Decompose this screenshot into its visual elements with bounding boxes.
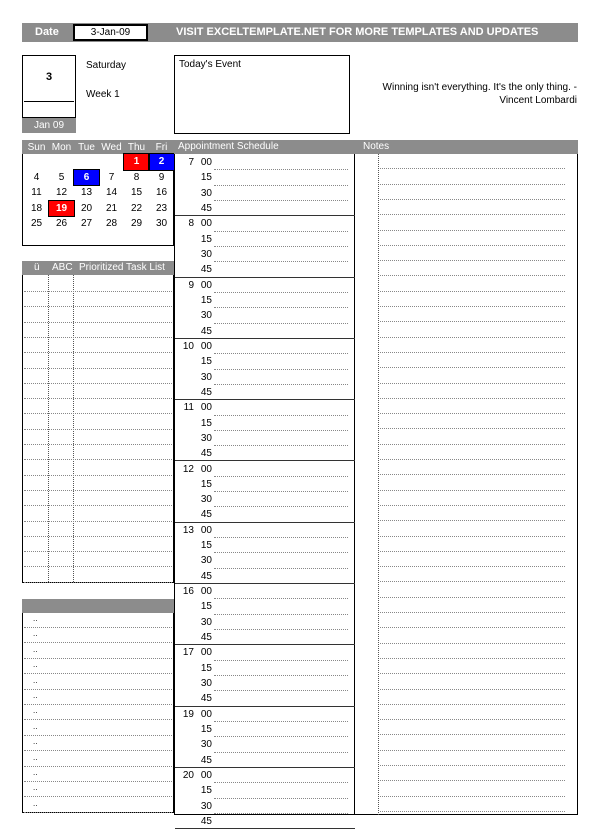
- appointment-slot-line[interactable]: [214, 614, 348, 615]
- appointment-slot-line[interactable]: [214, 384, 348, 385]
- appointment-minute: 15: [200, 724, 212, 735]
- calendar-day[interactable]: 23: [155, 202, 168, 214]
- notes-row-line[interactable]: [380, 536, 565, 537]
- appointment-minute: 00: [200, 218, 212, 230]
- bullet-row-line[interactable]: [24, 704, 172, 705]
- bullet-mark: ..: [33, 614, 38, 623]
- notes-row-line[interactable]: [380, 551, 565, 552]
- appointment-hour: 12: [182, 463, 194, 475]
- bullet-row-line[interactable]: [24, 812, 172, 813]
- appointment-hour: 11: [183, 402, 194, 414]
- week-label: Week 1: [86, 89, 120, 100]
- calendar-day[interactable]: 7: [108, 171, 115, 183]
- appointment-minute: 30: [200, 678, 212, 689]
- appointment-slot-line[interactable]: [214, 552, 348, 553]
- notes-row-line[interactable]: [380, 658, 565, 659]
- bullet-row-line[interactable]: [24, 642, 172, 643]
- calendar-day[interactable]: [24, 154, 49, 170]
- calendar-day[interactable]: 20: [80, 202, 93, 214]
- month-label: Jan 09: [33, 120, 65, 131]
- appointment-slot-line[interactable]: [214, 261, 348, 262]
- task-list-header: [22, 261, 174, 275]
- appointment-minute: 00: [200, 402, 212, 414]
- calendar-day[interactable]: 12: [55, 187, 68, 199]
- task-row-line[interactable]: [24, 475, 172, 476]
- notes-row-line[interactable]: [380, 765, 565, 766]
- appointment-slot-line[interactable]: [175, 522, 355, 523]
- notes-row-line[interactable]: [380, 367, 565, 368]
- notes-row-line[interactable]: [380, 214, 565, 215]
- calendar-weekday-header: Wed: [101, 141, 122, 153]
- appointment-hour: 20: [182, 770, 194, 781]
- appointment-hour: 7: [188, 157, 194, 168]
- task-row-line[interactable]: [24, 444, 172, 445]
- calendar-day[interactable]: [74, 154, 99, 170]
- appointment-minute: 45: [200, 448, 212, 460]
- task-row-line[interactable]: [24, 337, 172, 338]
- appointment-minute: 45: [200, 386, 212, 398]
- appointment-slot-line[interactable]: [214, 430, 348, 431]
- appointment-slot-line[interactable]: [175, 644, 355, 645]
- calendar-day[interactable]: 29: [130, 218, 143, 230]
- notes-row-line[interactable]: [380, 474, 565, 475]
- task-list-title: Prioritized Task List: [79, 262, 165, 273]
- notes-row-line[interactable]: [380, 505, 565, 506]
- notes-row-line[interactable]: [380, 689, 565, 690]
- notes-row-line[interactable]: [380, 444, 565, 445]
- bullet-mark: ..: [33, 629, 38, 639]
- calendar-day[interactable]: 22: [130, 202, 143, 214]
- task-abc-col: ABC: [52, 262, 73, 273]
- quote-line-2: Vincent Lombardi: [499, 95, 577, 106]
- notes-row-line[interactable]: [380, 627, 565, 628]
- task-row-line[interactable]: [24, 368, 172, 369]
- appointment-hour: 13: [182, 524, 194, 536]
- day-number: 3: [45, 71, 53, 83]
- notes-row-line[interactable]: [380, 566, 565, 567]
- appointment-slot-line[interactable]: [214, 307, 348, 308]
- bullet-mark: ..: [33, 783, 38, 793]
- calendar-day[interactable]: 26: [55, 218, 68, 230]
- calendar-day[interactable]: 9: [158, 171, 165, 183]
- appointment-slot-line[interactable]: [214, 292, 348, 293]
- bullet-row-line[interactable]: [24, 673, 172, 674]
- bullet-row-line[interactable]: [24, 796, 172, 797]
- appointment-minute: 45: [200, 264, 212, 276]
- day-box: [22, 55, 76, 118]
- notes-row-line[interactable]: [380, 352, 565, 353]
- bullet-row-line[interactable]: [24, 781, 172, 782]
- appointment-minute: 45: [200, 693, 212, 705]
- calendar-day[interactable]: 19: [49, 201, 74, 217]
- appointment-slot-line[interactable]: [175, 215, 355, 216]
- notes-row-line[interactable]: [380, 398, 565, 399]
- calendar-day[interactable]: 1: [124, 154, 149, 170]
- calendar-day[interactable]: 14: [105, 187, 118, 199]
- weekday-label: Saturday: [86, 60, 127, 71]
- appointment-slot-line[interactable]: [175, 583, 355, 584]
- appointment-slot-line[interactable]: [175, 828, 355, 829]
- appointment-slot-line[interactable]: [214, 200, 348, 201]
- bullet-row-line[interactable]: [24, 658, 172, 659]
- notes-row-line[interactable]: [380, 459, 565, 460]
- task-row-line[interactable]: [24, 536, 172, 537]
- notes-row-line[interactable]: [380, 780, 565, 781]
- calendar-weekday-header: Mon: [51, 141, 72, 153]
- notes-row-line[interactable]: [380, 245, 565, 246]
- appointment-slot-line[interactable]: [175, 706, 355, 707]
- appointment-slot-line[interactable]: [214, 476, 348, 477]
- task-row-line[interactable]: [24, 383, 172, 384]
- appointment-minute: 30: [200, 371, 212, 383]
- calendar-day[interactable]: 21: [105, 202, 118, 214]
- notes-row-line[interactable]: [380, 428, 565, 429]
- calendar-day[interactable]: 27: [80, 218, 93, 230]
- task-row-line[interactable]: [24, 521, 172, 522]
- calendar-weekday-header: Tue: [78, 141, 95, 153]
- appointment-minute: 00: [200, 647, 212, 659]
- notes-row-line[interactable]: [380, 796, 565, 797]
- notes-row-line[interactable]: [380, 321, 565, 322]
- calendar-day[interactable]: 8: [133, 171, 140, 183]
- calendar-day[interactable]: 18: [30, 202, 43, 214]
- notes-row-line[interactable]: [380, 673, 565, 674]
- notes-row-line[interactable]: [380, 612, 565, 613]
- calendar-day[interactable]: 30: [155, 218, 168, 230]
- calendar-day[interactable]: 25: [30, 218, 43, 230]
- todays-event-title: Today's Event: [179, 59, 241, 70]
- date-label: Date: [35, 26, 59, 38]
- appointment-slot-line[interactable]: [214, 353, 348, 354]
- appointment-slot-line[interactable]: [214, 629, 348, 630]
- notes-row-line[interactable]: [380, 643, 565, 644]
- calendar-day[interactable]: 11: [31, 187, 42, 199]
- bullet-mark: ..: [33, 660, 38, 670]
- task-row-line[interactable]: [24, 429, 172, 430]
- bullet-row-line[interactable]: [24, 719, 172, 720]
- appointment-minute: 15: [200, 601, 212, 613]
- appointment-slot-line[interactable]: [175, 767, 355, 768]
- bullet-row-line[interactable]: [24, 750, 172, 751]
- appointment-minute: 15: [200, 172, 212, 184]
- appointment-minute: 15: [200, 540, 212, 552]
- appointment-hour: 10: [182, 340, 194, 352]
- appointment-slot-line[interactable]: [214, 568, 348, 569]
- appointment-title: Appointment Schedule: [178, 141, 279, 152]
- task-row-line[interactable]: [24, 582, 172, 583]
- task-row-line[interactable]: [24, 398, 172, 399]
- task-row-line[interactable]: [24, 413, 172, 414]
- appointment-minute: 45: [200, 202, 212, 214]
- bullet-mark: ..: [33, 644, 38, 654]
- appointment-slot-line[interactable]: [175, 399, 355, 400]
- appointment-slot-line[interactable]: [214, 169, 348, 170]
- notes-row-line[interactable]: [380, 597, 565, 598]
- appointment-slot-line[interactable]: [214, 415, 348, 416]
- appointment-slot-line[interactable]: [214, 660, 348, 661]
- appointment-slot-line[interactable]: [214, 813, 348, 814]
- day-box-divider: [24, 101, 74, 102]
- notes-row-line[interactable]: [380, 230, 565, 231]
- task-row-line[interactable]: [24, 551, 172, 552]
- bullet-mark: ..: [33, 798, 38, 808]
- calendar-weekday-header: Fri: [155, 141, 168, 153]
- notes-row-line[interactable]: [380, 490, 565, 491]
- appointment-slot-line[interactable]: [214, 323, 348, 324]
- appointment-hour: 16: [182, 586, 194, 598]
- task-row-line[interactable]: [24, 352, 172, 353]
- appointment-slot-line[interactable]: [214, 675, 348, 676]
- appointment-minute: 30: [200, 187, 212, 199]
- notes-row-line[interactable]: [380, 291, 565, 292]
- bullet-mark: ..: [33, 752, 38, 762]
- appointment-minute: 00: [200, 524, 212, 536]
- appointment-minute: 30: [200, 739, 212, 751]
- notes-row-line[interactable]: [380, 581, 565, 582]
- bullet-mark: ..: [33, 721, 38, 731]
- notes-row-line[interactable]: [380, 168, 565, 169]
- appointment-minute: 30: [200, 310, 212, 322]
- appointment-minute: 15: [200, 294, 212, 306]
- appointment-slot-line[interactable]: [214, 246, 348, 247]
- appointment-hour: 19: [182, 708, 194, 720]
- calendar-weekday-header: Thu: [127, 141, 146, 153]
- date-value: 3-Jan-09: [90, 27, 131, 38]
- appointment-slot-line[interactable]: [214, 782, 348, 783]
- notes-row-line[interactable]: [380, 520, 565, 521]
- notes-row-line[interactable]: [380, 734, 565, 735]
- appointment-slot-line[interactable]: [214, 537, 348, 538]
- task-list: [22, 261, 174, 583]
- appointment-slot-line[interactable]: [214, 690, 348, 691]
- notes-border: [355, 154, 578, 815]
- appointment-minute: 30: [200, 555, 212, 567]
- notes-header: [355, 140, 578, 154]
- bullet-mark: ..: [33, 737, 38, 747]
- appointment-minute: 30: [200, 494, 212, 506]
- calendar-day[interactable]: [49, 154, 74, 170]
- task-row-line[interactable]: [24, 459, 172, 460]
- bullet-mark: ..: [33, 706, 38, 716]
- appointment-minute: 45: [200, 754, 212, 766]
- appointment-minute: 45: [200, 815, 212, 827]
- date-field[interactable]: [73, 24, 148, 41]
- appointment-minute: 00: [200, 770, 212, 781]
- appointment-minute: 15: [200, 417, 212, 429]
- notes-row-line[interactable]: [380, 199, 565, 200]
- appointment-minute: 00: [200, 708, 212, 720]
- task-check-col: ü: [34, 262, 40, 273]
- notes-row-line[interactable]: [380, 413, 565, 414]
- month-label-bar: [22, 118, 76, 133]
- appointment-hour: 17: [182, 647, 194, 659]
- bullet-row-line[interactable]: [24, 689, 172, 690]
- bullet-row-line[interactable]: [24, 766, 172, 767]
- task-row-line[interactable]: [24, 322, 172, 323]
- appointment-slot-line[interactable]: [175, 338, 355, 339]
- appointment-slot-line[interactable]: [214, 736, 348, 737]
- calendar-day[interactable]: 4: [33, 171, 40, 183]
- notes-row-line[interactable]: [380, 275, 565, 276]
- calendar-day[interactable]: 16: [155, 187, 168, 199]
- task-row-line[interactable]: [24, 490, 172, 491]
- task-row-line[interactable]: [24, 291, 172, 292]
- calendar-day[interactable]: 28: [105, 218, 118, 230]
- appointment-header: [174, 140, 355, 154]
- notes-row-line[interactable]: [380, 750, 565, 751]
- calendar-day[interactable]: 2: [149, 154, 174, 170]
- calendar-day[interactable]: 13: [80, 187, 93, 199]
- task-row-line[interactable]: [24, 306, 172, 307]
- appointment-hour: 9: [188, 279, 194, 291]
- notes-row-line[interactable]: [380, 260, 565, 261]
- appointment-minute: 45: [200, 509, 212, 521]
- bullet-mark: ..: [33, 691, 38, 700]
- notes-row-line[interactable]: [380, 306, 565, 307]
- calendar-day[interactable]: 15: [130, 187, 143, 199]
- appointment-minute: 00: [200, 340, 212, 352]
- notes-row-line[interactable]: [380, 704, 565, 705]
- appointment-slot-line[interactable]: [214, 369, 348, 370]
- appointment-slot-line[interactable]: [175, 277, 355, 278]
- quote-line-1: Winning isn't everything. It's the only thing. -: [382, 82, 577, 93]
- appointment-hour: 8: [188, 218, 194, 230]
- calendar-day[interactable]: 5: [58, 171, 65, 183]
- bullet-mark: ..: [33, 675, 38, 685]
- appointment-slot-line[interactable]: [214, 752, 348, 753]
- notes-title: Notes: [363, 141, 390, 152]
- appointment-slot-line[interactable]: [214, 445, 348, 446]
- appointment-minute: 15: [200, 662, 212, 674]
- appointment-minute: 15: [200, 356, 212, 368]
- appointment-minute: 15: [200, 785, 212, 797]
- appointment-slot-line[interactable]: [214, 506, 348, 507]
- notes-row-line[interactable]: [380, 811, 565, 812]
- bullet-row-line[interactable]: [24, 735, 172, 736]
- notes-row-line[interactable]: [380, 383, 565, 384]
- task-row-line[interactable]: [24, 505, 172, 506]
- notes-divider: [378, 154, 379, 815]
- appointment-slot-line[interactable]: [214, 185, 348, 186]
- appointment-minute: 30: [200, 800, 212, 812]
- appointment-minute: 00: [200, 157, 212, 168]
- calendar-grid: [24, 140, 174, 232]
- appointment-slot-line[interactable]: [214, 721, 348, 722]
- notes-row-line[interactable]: [380, 337, 565, 338]
- appointment-minute: 30: [200, 248, 212, 260]
- appointment-minute: 15: [200, 478, 212, 490]
- notes-row-line[interactable]: [380, 719, 565, 720]
- bullet-row-line[interactable]: [24, 627, 172, 628]
- notes-row-line[interactable]: [380, 184, 565, 185]
- appointment-minute: 45: [200, 632, 212, 643]
- appointment-minute: 00: [200, 463, 212, 475]
- calendar-day[interactable]: 6: [74, 170, 99, 186]
- appointment-slot-line[interactable]: [175, 460, 355, 461]
- calendar-weekday-header: Sun: [27, 141, 46, 153]
- appointment-minute: 45: [200, 570, 212, 582]
- calendar-day[interactable]: [99, 154, 124, 170]
- appointment-slot-line[interactable]: [214, 598, 348, 599]
- bullet-mark: ..: [33, 768, 38, 777]
- todays-event-box[interactable]: [174, 55, 350, 134]
- appointment-slot-line[interactable]: [214, 798, 348, 799]
- appointment-minute: 00: [200, 586, 212, 598]
- promo-text: VISIT EXCELTEMPLATE.NET FOR MORE TEMPLATES AND UPDATES: [176, 26, 539, 38]
- bullet-list-header: [22, 599, 174, 613]
- appointment-minute: 30: [200, 432, 212, 444]
- appointment-minute: 30: [200, 616, 212, 628]
- appointment-minute: 45: [200, 325, 212, 337]
- appointment-minute: 15: [200, 233, 212, 245]
- task-row-line[interactable]: [24, 566, 172, 567]
- appointment-slot-line[interactable]: [214, 491, 348, 492]
- appointment-minute: 00: [200, 279, 212, 291]
- appointment-slot-line[interactable]: [214, 231, 348, 232]
